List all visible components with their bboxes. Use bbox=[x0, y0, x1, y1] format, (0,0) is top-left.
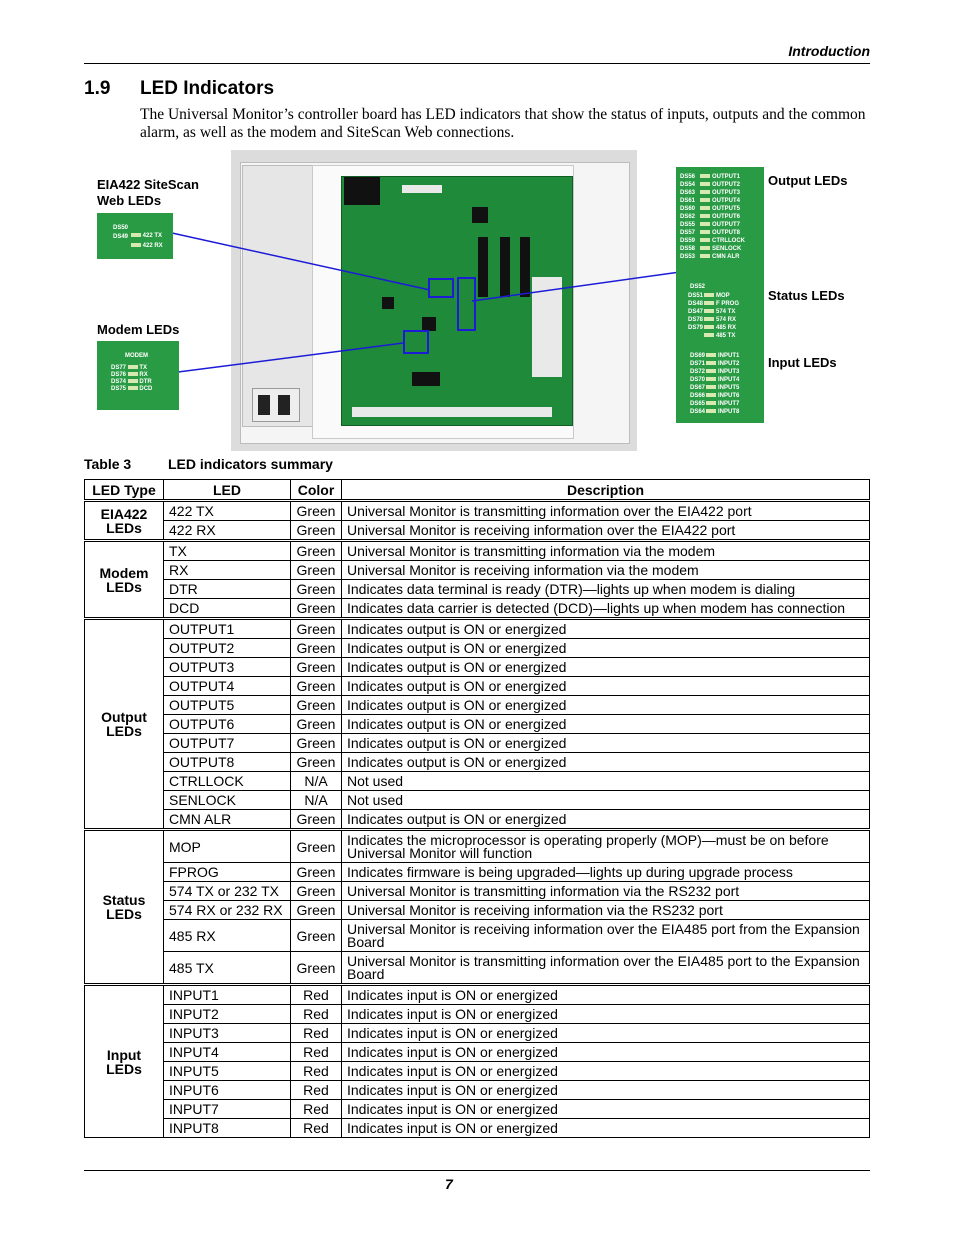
description-cell: Indicates firmware is being upgraded—lights up during upgrade process bbox=[342, 863, 870, 882]
color-cell: Green bbox=[291, 920, 342, 952]
output-ds: DS56 bbox=[680, 174, 696, 180]
input-row bbox=[690, 377, 739, 383]
table-row bbox=[85, 561, 870, 580]
led-type-cell: Input LEDs bbox=[85, 985, 164, 1138]
description-cell: Indicates input is ON or energized bbox=[342, 1062, 870, 1081]
color-cell: Green bbox=[291, 810, 342, 830]
output-led-indicator bbox=[700, 174, 710, 178]
input-ds: DS71 bbox=[690, 361, 706, 367]
output-row bbox=[680, 246, 741, 252]
table-row bbox=[85, 1005, 870, 1024]
color-cell: Green bbox=[291, 901, 342, 920]
status-led-indicator bbox=[704, 309, 714, 313]
output-row bbox=[680, 254, 739, 260]
column-header: Color bbox=[291, 480, 342, 501]
table-caption-title: LED indicators summary bbox=[168, 456, 333, 472]
status-ds: DS78 bbox=[688, 317, 704, 323]
led-cell: OUTPUT4 bbox=[164, 677, 291, 696]
modem-led-label: RX bbox=[139, 372, 148, 378]
table-row bbox=[85, 952, 870, 985]
table-row bbox=[85, 734, 870, 753]
input-ds: DS66 bbox=[690, 393, 706, 399]
eia422-led-panel bbox=[97, 213, 173, 259]
output-ds: DS62 bbox=[680, 214, 696, 220]
eia422-panel-header: DS50 bbox=[113, 225, 129, 231]
output-ds: DS55 bbox=[680, 222, 696, 228]
output-led-label: OUTPUT7 bbox=[712, 222, 741, 228]
led-cell: 422 RX bbox=[164, 521, 291, 541]
table-row bbox=[85, 1100, 870, 1119]
led-cell: 485 TX bbox=[164, 952, 291, 985]
status-ds: DS79 bbox=[688, 325, 704, 331]
table-row bbox=[85, 599, 870, 619]
color-cell: Green bbox=[291, 863, 342, 882]
table-caption-label: Table 3 bbox=[84, 456, 132, 472]
input-led-indicator bbox=[706, 401, 716, 405]
output-led-indicator bbox=[700, 190, 710, 194]
color-cell: Green bbox=[291, 619, 342, 639]
input-ds: DS70 bbox=[690, 377, 706, 383]
input-ds: DS67 bbox=[690, 385, 706, 391]
modem-ds: DS75 bbox=[111, 386, 127, 392]
color-cell: Green bbox=[291, 696, 342, 715]
led-cell: OUTPUT7 bbox=[164, 734, 291, 753]
table-row bbox=[85, 882, 870, 901]
status-led-label: F PROG bbox=[716, 301, 740, 307]
table-row bbox=[85, 619, 870, 639]
status-row bbox=[688, 309, 735, 315]
color-cell: Green bbox=[291, 561, 342, 580]
description-cell: Universal Monitor is receiving information via the modem bbox=[342, 561, 870, 580]
led-cell: OUTPUT6 bbox=[164, 715, 291, 734]
input-ds: DS65 bbox=[690, 401, 706, 407]
led-cell: CMN ALR bbox=[164, 810, 291, 830]
callout-status: Status LEDs bbox=[768, 288, 845, 303]
description-cell: Indicates input is ON or energized bbox=[342, 1005, 870, 1024]
table-row bbox=[85, 1024, 870, 1043]
output-led-label: CMN ALR bbox=[712, 254, 740, 260]
color-cell: Green bbox=[291, 952, 342, 985]
description-cell: Indicates input is ON or energized bbox=[342, 1119, 870, 1138]
table-row bbox=[85, 677, 870, 696]
table-row bbox=[85, 830, 870, 863]
status-row bbox=[688, 301, 739, 307]
callout-eia422: EIA422 SiteScan Web LEDs bbox=[97, 177, 199, 208]
description-cell: Indicates output is ON or energized bbox=[342, 715, 870, 734]
column-header: LED bbox=[164, 480, 291, 501]
input-led-indicator bbox=[706, 393, 716, 397]
color-cell: Red bbox=[291, 1062, 342, 1081]
output-row bbox=[680, 230, 740, 236]
input-row bbox=[690, 353, 739, 359]
color-cell: Green bbox=[291, 521, 342, 541]
led-cell: INPUT1 bbox=[164, 985, 291, 1005]
table-caption bbox=[84, 456, 333, 472]
intro-paragraph: The Universal Monitor’s controller board has LED indicators that show the status of inputs, outputs and the common alarm, as well as the modem and SiteScan Web connections. bbox=[140, 106, 866, 141]
color-cell: Green bbox=[291, 599, 342, 619]
status-led-label: 574 TX bbox=[716, 309, 736, 315]
description-cell: Indicates input is ON or energized bbox=[342, 1100, 870, 1119]
led-cell: INPUT2 bbox=[164, 1005, 291, 1024]
status-panel-header: DS52 bbox=[690, 284, 706, 290]
description-cell: Not used bbox=[342, 772, 870, 791]
led-summary-table bbox=[84, 479, 870, 1138]
input-row bbox=[690, 369, 739, 375]
table-row bbox=[85, 658, 870, 677]
status-led-label: 485 TX bbox=[716, 333, 736, 339]
input-led-label: INPUT4 bbox=[718, 377, 740, 383]
table-row bbox=[85, 501, 870, 521]
led-type-cell: Status LEDs bbox=[85, 830, 164, 985]
status-led-label: 574 RX bbox=[716, 317, 737, 323]
eia422-led-label: 422 RX bbox=[142, 243, 163, 249]
table-row bbox=[85, 580, 870, 599]
color-cell: N/A bbox=[291, 772, 342, 791]
description-cell: Indicates output is ON or energized bbox=[342, 677, 870, 696]
output-led-indicator bbox=[700, 182, 710, 186]
table-row bbox=[85, 901, 870, 920]
description-cell: Indicates input is ON or energized bbox=[342, 1081, 870, 1100]
input-led-label: INPUT7 bbox=[718, 401, 740, 407]
status-ds: DS47 bbox=[688, 309, 704, 315]
table-row bbox=[85, 863, 870, 882]
description-cell: Indicates output is ON or energized bbox=[342, 639, 870, 658]
description-cell: Indicates output is ON or energized bbox=[342, 810, 870, 830]
table-header-row bbox=[85, 480, 870, 501]
description-cell: Not used bbox=[342, 791, 870, 810]
color-cell: Red bbox=[291, 1119, 342, 1138]
led-type-cell: Output LEDs bbox=[85, 619, 164, 830]
led-cell: OUTPUT3 bbox=[164, 658, 291, 677]
eia422-led-label: 422 TX bbox=[142, 233, 163, 239]
input-led-label: INPUT5 bbox=[718, 385, 740, 391]
column-header: LED Type bbox=[85, 480, 164, 501]
output-row bbox=[680, 182, 740, 188]
color-cell: Red bbox=[291, 985, 342, 1005]
color-cell: Green bbox=[291, 753, 342, 772]
callout-modem: Modem LEDs bbox=[97, 322, 180, 337]
status-row bbox=[688, 317, 736, 323]
table-row bbox=[85, 920, 870, 952]
input-led-indicator bbox=[706, 353, 716, 357]
led-type-cell: Modem LEDs bbox=[85, 541, 164, 619]
output-row bbox=[680, 174, 740, 180]
input-row bbox=[690, 393, 739, 399]
modem-led-label: DTR bbox=[139, 379, 152, 385]
color-cell: N/A bbox=[291, 791, 342, 810]
status-row bbox=[688, 293, 730, 299]
status-led-indicator bbox=[704, 333, 714, 337]
table-row bbox=[85, 1062, 870, 1081]
status-ds: DS51 bbox=[688, 293, 704, 299]
table-row bbox=[85, 791, 870, 810]
table-row bbox=[85, 1043, 870, 1062]
output-ds: DS54 bbox=[680, 182, 696, 188]
output-led-indicator bbox=[700, 222, 710, 226]
input-led-indicator bbox=[706, 361, 716, 365]
led-cell: OUTPUT1 bbox=[164, 619, 291, 639]
column-header: Description bbox=[342, 480, 870, 501]
modem-ds: DS74 bbox=[111, 379, 127, 385]
table-row bbox=[85, 810, 870, 830]
table-row bbox=[85, 696, 870, 715]
input-led-label: INPUT6 bbox=[718, 393, 740, 399]
callout-output: Output LEDs bbox=[768, 173, 848, 188]
description-cell: Universal Monitor is receiving information over the EIA422 port bbox=[342, 521, 870, 541]
output-led-label: CTRLLOCK bbox=[712, 238, 745, 244]
led-cell: 485 RX bbox=[164, 920, 291, 952]
table-row bbox=[85, 541, 870, 561]
led-cell: OUTPUT8 bbox=[164, 753, 291, 772]
input-row bbox=[690, 385, 739, 391]
description-cell: Indicates data terminal is ready (DTR)—lights up when modem is dialing bbox=[342, 580, 870, 599]
output-ds: DS53 bbox=[680, 254, 696, 260]
color-cell: Green bbox=[291, 677, 342, 696]
status-ds: DS48 bbox=[688, 301, 704, 307]
description-cell: Indicates input is ON or energized bbox=[342, 985, 870, 1005]
led-cell: DTR bbox=[164, 580, 291, 599]
color-cell: Green bbox=[291, 715, 342, 734]
input-led-indicator bbox=[706, 377, 716, 381]
input-ds: DS72 bbox=[690, 369, 706, 375]
input-led-label: INPUT3 bbox=[718, 369, 740, 375]
input-ds: DS64 bbox=[690, 409, 706, 415]
eia422-ds: DS49 bbox=[113, 234, 129, 240]
led-cell: MOP bbox=[164, 830, 291, 863]
status-row bbox=[688, 325, 736, 331]
modem-ds: DS77 bbox=[111, 365, 127, 371]
table-row bbox=[85, 753, 870, 772]
output-row bbox=[680, 214, 740, 220]
color-cell: Red bbox=[291, 1081, 342, 1100]
description-cell: Indicates data carrier is detected (DCD)—lights up when modem has connection bbox=[342, 599, 870, 619]
color-cell: Green bbox=[291, 734, 342, 753]
led-cell: CTRLLOCK bbox=[164, 772, 291, 791]
output-led-indicator bbox=[700, 246, 710, 250]
output-led-label: OUTPUT2 bbox=[712, 182, 741, 188]
color-cell: Green bbox=[291, 541, 342, 561]
output-led-label: OUTPUT4 bbox=[712, 198, 741, 204]
led-cell: INPUT3 bbox=[164, 1024, 291, 1043]
output-led-indicator bbox=[700, 198, 710, 202]
status-row bbox=[688, 333, 735, 339]
description-cell: Indicates output is ON or energized bbox=[342, 696, 870, 715]
input-led-label: INPUT1 bbox=[718, 353, 740, 359]
input-row bbox=[690, 401, 739, 407]
output-ds: DS61 bbox=[680, 198, 696, 204]
output-ds: DS60 bbox=[680, 206, 696, 212]
status-led-label: MOP bbox=[716, 293, 730, 299]
input-ds: DS69 bbox=[690, 353, 706, 359]
table-row bbox=[85, 521, 870, 541]
color-cell: Red bbox=[291, 1024, 342, 1043]
input-led-indicator bbox=[706, 409, 716, 413]
status-led-indicator bbox=[704, 317, 714, 321]
led-cell: 574 RX or 232 RX bbox=[164, 901, 291, 920]
color-cell: Green bbox=[291, 658, 342, 677]
section-number: 1.9 bbox=[84, 78, 111, 99]
output-led-indicator bbox=[700, 206, 710, 210]
led-cell: 574 TX or 232 TX bbox=[164, 882, 291, 901]
status-led-indicator bbox=[704, 293, 714, 297]
table-row bbox=[85, 1081, 870, 1100]
description-cell: Universal Monitor is transmitting information over the EIA422 port bbox=[342, 501, 870, 521]
color-cell: Green bbox=[291, 882, 342, 901]
section-title: LED Indicators bbox=[140, 78, 275, 99]
callout-input: Input LEDs bbox=[768, 355, 837, 370]
led-cell: OUTPUT2 bbox=[164, 639, 291, 658]
description-cell: Universal Monitor is transmitting information via the RS232 port bbox=[342, 882, 870, 901]
color-cell: Red bbox=[291, 1043, 342, 1062]
modem-led-label: TX bbox=[139, 365, 148, 371]
output-row bbox=[680, 190, 740, 196]
output-ds: DS63 bbox=[680, 190, 696, 196]
led-cell: DCD bbox=[164, 599, 291, 619]
page-number: 7 bbox=[445, 1176, 453, 1192]
led-cell: INPUT5 bbox=[164, 1062, 291, 1081]
output-led-label: OUTPUT5 bbox=[712, 206, 741, 212]
status-led-label: 485 RX bbox=[716, 325, 737, 331]
description-cell: Indicates input is ON or energized bbox=[342, 1024, 870, 1043]
description-cell: Universal Monitor is receiving information via the RS232 port bbox=[342, 901, 870, 920]
description-cell: Indicates output is ON or energized bbox=[342, 734, 870, 753]
description-cell: Indicates the microprocessor is operating properly (MOP)—must be on before Universal Monitor will function bbox=[342, 830, 870, 863]
output-ds: DS59 bbox=[680, 238, 696, 244]
running-header: Introduction bbox=[788, 43, 870, 59]
led-cell: INPUT6 bbox=[164, 1081, 291, 1100]
table-row bbox=[85, 639, 870, 658]
modem-led-label: DCD bbox=[139, 386, 153, 392]
output-status-input-led-panel bbox=[676, 167, 764, 423]
input-led-label: INPUT2 bbox=[718, 361, 740, 367]
color-cell: Red bbox=[291, 1100, 342, 1119]
table-row bbox=[85, 985, 870, 1005]
led-type-cell: EIA422 LEDs bbox=[85, 501, 164, 541]
description-cell: Indicates output is ON or energized bbox=[342, 619, 870, 639]
led-cell: SENLOCK bbox=[164, 791, 291, 810]
footer-rule bbox=[84, 1170, 870, 1171]
input-led-indicator bbox=[706, 369, 716, 373]
color-cell: Green bbox=[291, 639, 342, 658]
output-led-label: OUTPUT3 bbox=[712, 190, 741, 196]
output-led-label: SENLOCK bbox=[712, 246, 742, 252]
output-led-label: OUTPUT1 bbox=[712, 174, 741, 180]
input-row bbox=[690, 409, 739, 415]
led-cell: TX bbox=[164, 541, 291, 561]
output-led-label: OUTPUT8 bbox=[712, 230, 741, 236]
color-cell: Green bbox=[291, 580, 342, 599]
output-ds: DS57 bbox=[680, 230, 696, 236]
output-led-indicator bbox=[700, 254, 710, 258]
led-cell: INPUT4 bbox=[164, 1043, 291, 1062]
output-row bbox=[680, 222, 740, 228]
description-cell: Universal Monitor is receiving information over the EIA485 port from the Expansion Board bbox=[342, 920, 870, 952]
description-cell: Indicates output is ON or energized bbox=[342, 753, 870, 772]
led-cell: INPUT7 bbox=[164, 1100, 291, 1119]
input-led-indicator bbox=[706, 385, 716, 389]
output-row bbox=[680, 238, 745, 244]
status-led-indicator bbox=[704, 301, 714, 305]
output-row bbox=[680, 206, 740, 212]
color-cell: Green bbox=[291, 830, 342, 863]
description-cell: Indicates input is ON or energized bbox=[342, 1043, 870, 1062]
input-row bbox=[690, 361, 739, 367]
output-row bbox=[680, 198, 740, 204]
output-ds: DS58 bbox=[680, 246, 696, 252]
modem-ds: DS76 bbox=[111, 372, 127, 378]
output-led-indicator bbox=[700, 238, 710, 242]
description-cell: Universal Monitor is transmitting information over the EIA485 port to the Expansion Board bbox=[342, 952, 870, 985]
output-led-indicator bbox=[700, 230, 710, 234]
output-led-indicator bbox=[700, 214, 710, 218]
color-cell: Red bbox=[291, 1005, 342, 1024]
input-led-label: INPUT8 bbox=[718, 409, 740, 415]
led-cell: OUTPUT5 bbox=[164, 696, 291, 715]
status-led-indicator bbox=[704, 325, 714, 329]
output-led-label: OUTPUT6 bbox=[712, 214, 741, 220]
table-row bbox=[85, 715, 870, 734]
description-cell: Universal Monitor is transmitting information via the modem bbox=[342, 541, 870, 561]
color-cell: Green bbox=[291, 501, 342, 521]
modem-panel-header: MODEM bbox=[125, 353, 148, 359]
led-cell: INPUT8 bbox=[164, 1119, 291, 1138]
modem-led-panel bbox=[97, 341, 179, 410]
table-row bbox=[85, 772, 870, 791]
led-cell: FPROG bbox=[164, 863, 291, 882]
table-row bbox=[85, 1119, 870, 1138]
led-cell: RX bbox=[164, 561, 291, 580]
description-cell: Indicates output is ON or energized bbox=[342, 658, 870, 677]
led-cell: 422 TX bbox=[164, 501, 291, 521]
